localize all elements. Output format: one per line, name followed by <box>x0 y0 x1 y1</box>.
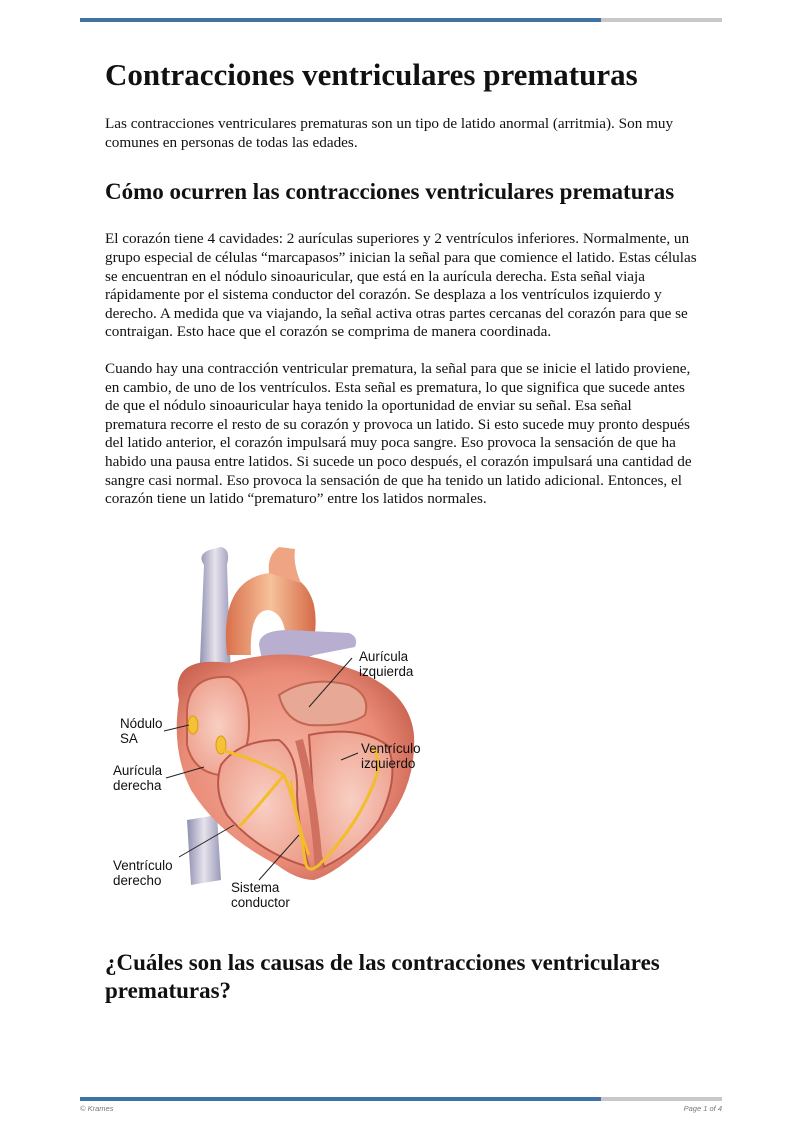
article <box>105 56 697 1029</box>
left-atrium <box>279 681 366 725</box>
label-auricula-izquierda: Aurícula izquierda <box>359 648 414 679</box>
label-ventriculo-derecho: Ventrículo derecho <box>113 857 173 888</box>
page-title: Contracciones ventriculares prematuras <box>105 57 638 92</box>
label-nodulo-sa: Nódulo SA <box>120 715 163 746</box>
label-auricula-derecha: Aurícula derecha <box>113 762 163 793</box>
inferior-vena-cava <box>187 815 221 885</box>
footer-copyright: © Krames <box>80 1104 114 1113</box>
footer-rule <box>80 1097 722 1101</box>
intro-paragraph: Las contracciones ventriculares prematuras son un tipo de latido anormal (arritmia). Son muy comunes en personas de todas las edades. <box>105 115 674 151</box>
footer-rule-accent <box>80 1097 601 1101</box>
section-heading-causes: ¿Cuáles son las causas de las contracciones ventriculares prematuras? <box>105 949 660 1003</box>
label-ventriculo-izquierdo: Ventrículo izquierdo <box>361 740 421 771</box>
heart-illustration <box>109 535 469 925</box>
header-rule <box>80 18 722 22</box>
paragraph-heart-chambers: El corazón tiene 4 cavidades: 2 aurículas superiores y 2 ventrículos inferiores. Normalmente, un grupo especial de células “marcapasos” inician la señal para que comience el latido. Estas células se encuentran en el nódulo sinoauricular, que está en la aurícula derecha. Esta señal viaja rápidamente por el sistema conductor del corazón. Se desplaza a los ventrículos izquierdo y derecho. A medida que va viajando, la señal activa otras partes cercanas del corazón para que se contraigan. Esto hace que el corazón se comprima de manera coordinada. <box>105 230 697 341</box>
label-sistema-conductor: Sistema conductor <box>231 879 290 910</box>
section-heading-how: Cómo ocurren las contracciones ventriculares prematuras <box>105 179 675 205</box>
sa-node <box>188 716 198 734</box>
footer-page-number: Page 1 of 4 <box>683 1104 722 1113</box>
header-rule-accent <box>80 18 601 22</box>
paragraph-pvc: Cuando hay una contracción ventricular prematura, la señal para que se inicie el latido proviene, en cambio, de uno de los ventrículos. Esta señal es prematura, lo que significa que sucede antes de que el nódulo sinoauricular haya tenido la oportunidad de enviar su señal. Esa señal prematura recorre el resto de su corazón y provoca un latido. Si esto sucede muy pronto después del latido anterior, el corazón impulsará muy poca sangre. Eso provoca la sensación de que ha habido una pausa entre latidos. Si sucede un poco después, el corazón impulsará una cantidad de sangre casi normal. Eso provoca la sensación de que ha tenido un latido adicional. Entonces, el corazón tiene un latido “prematuro” entre los latidos normales. <box>105 359 692 508</box>
